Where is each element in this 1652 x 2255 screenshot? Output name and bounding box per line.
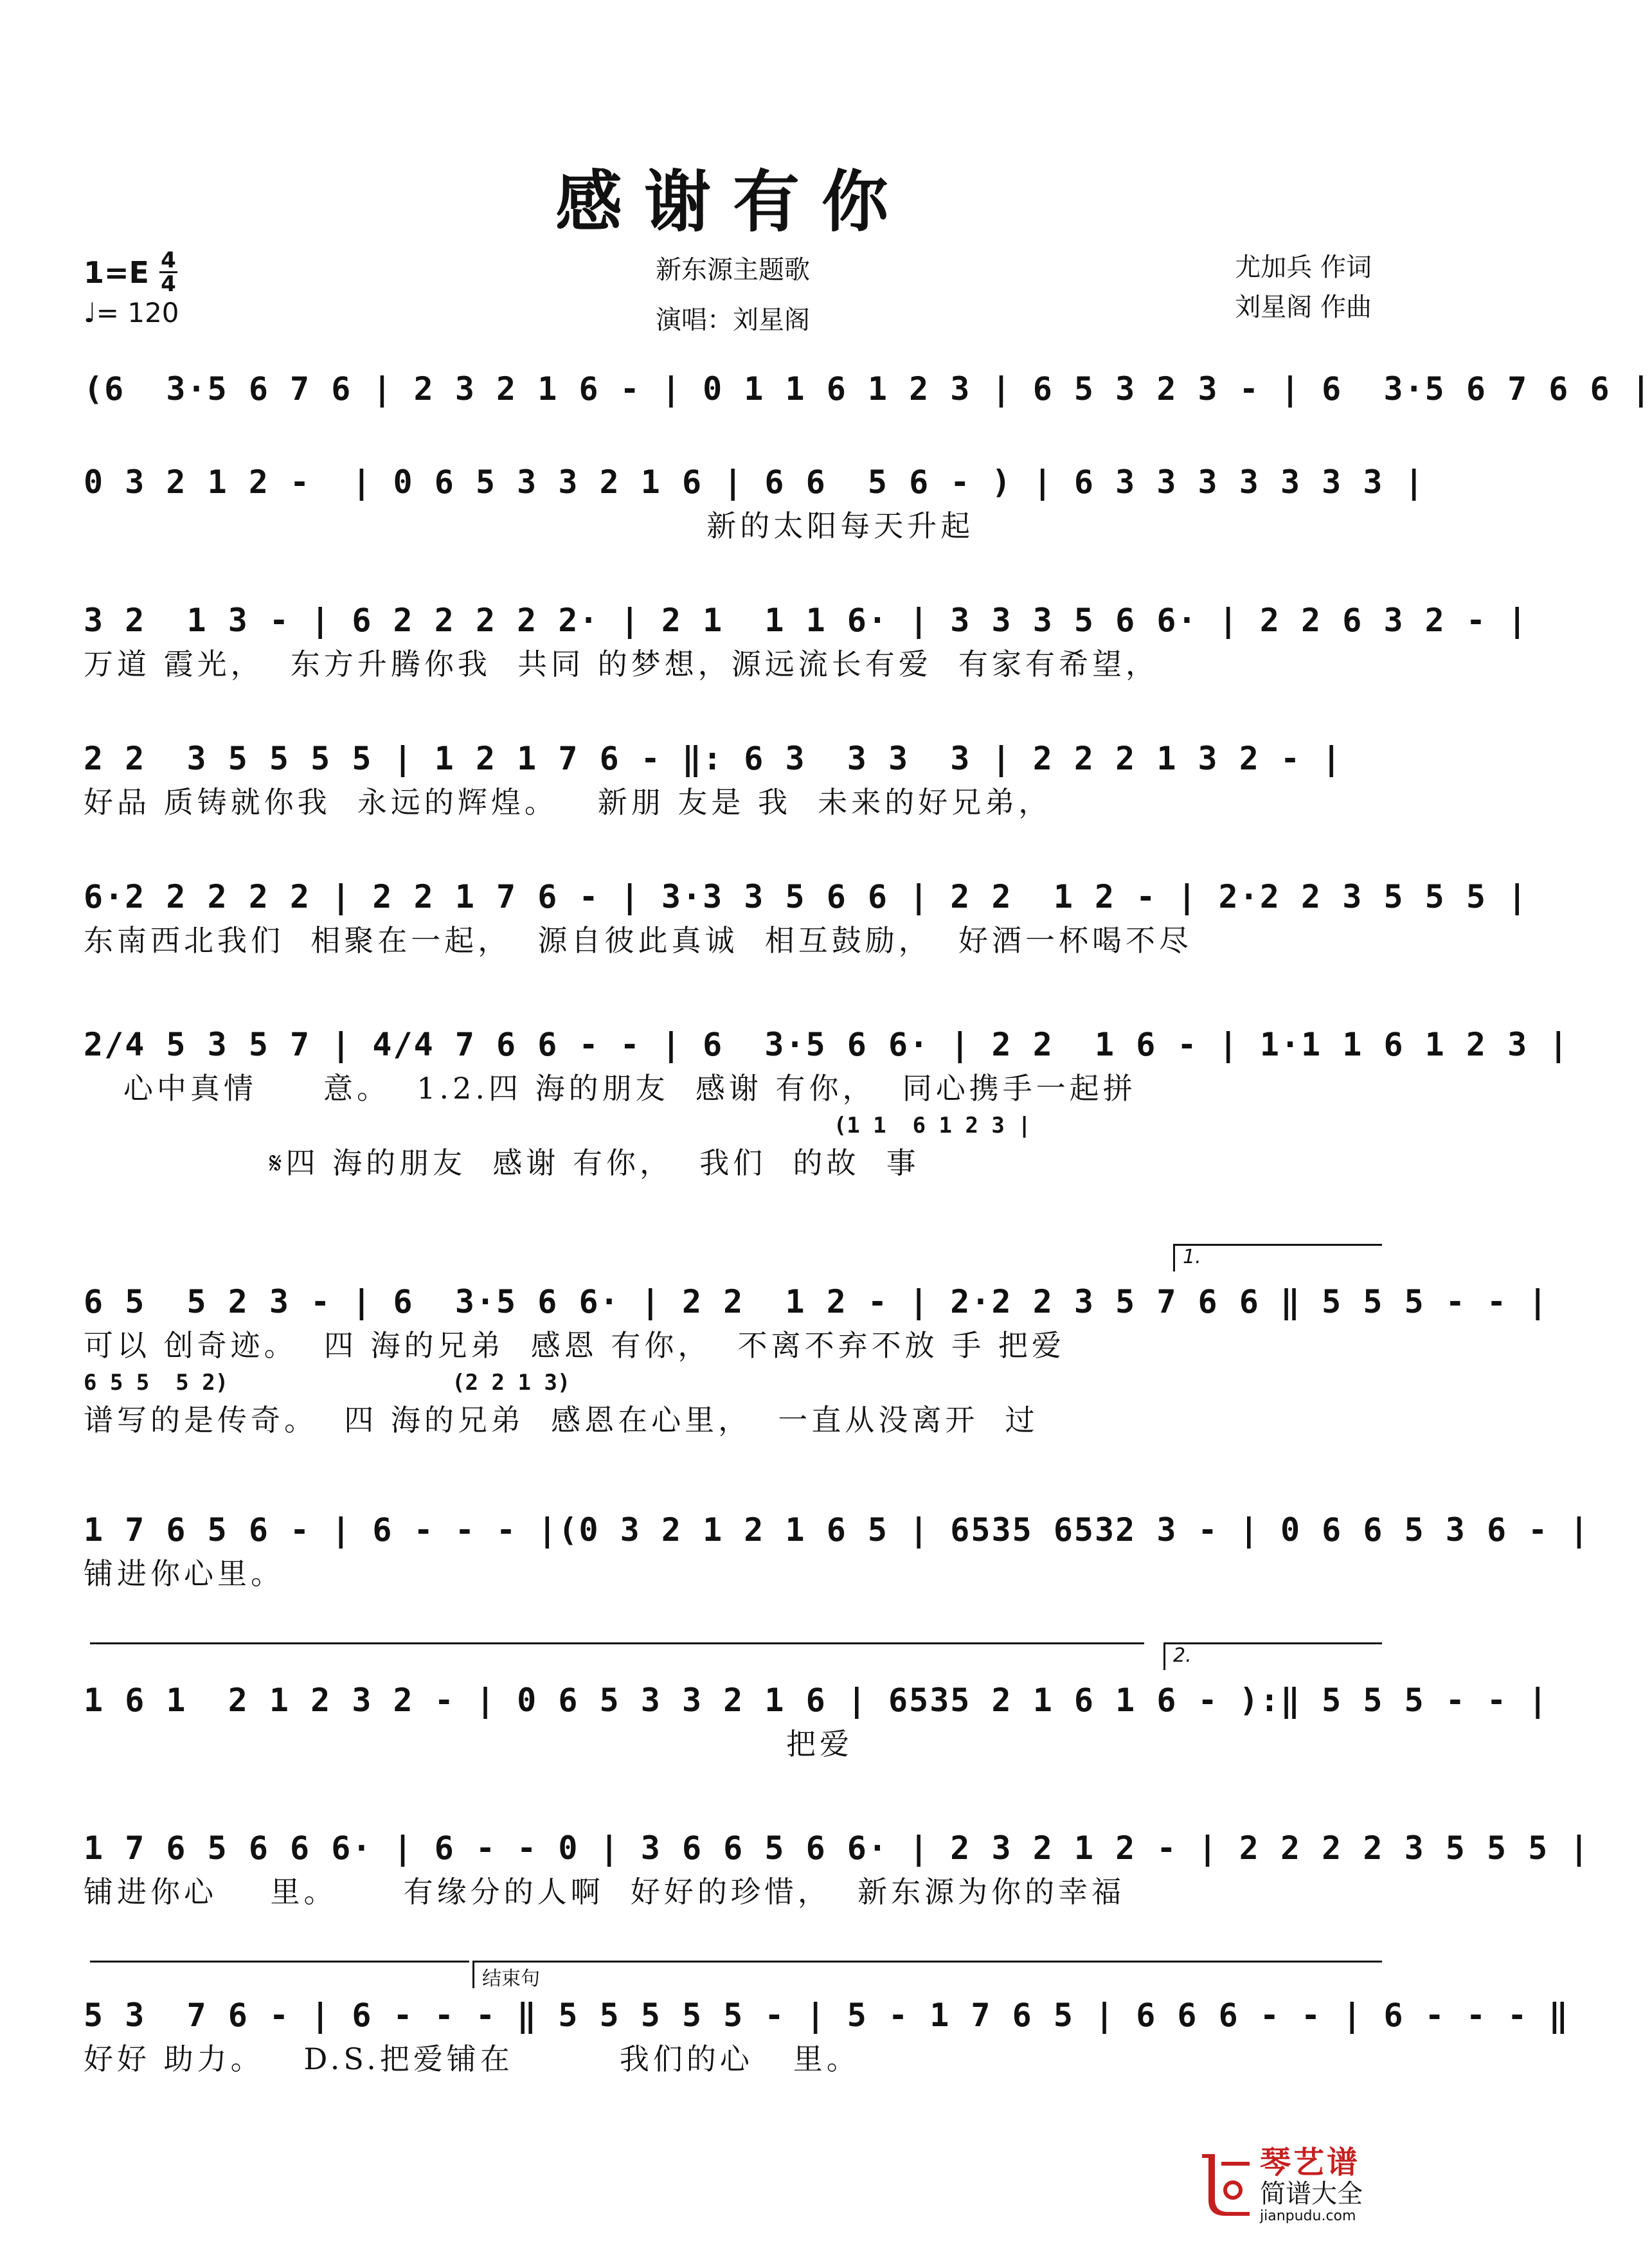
lyric-line: 铺进你心 里。 有缘分的人啊 好好的珍惜， 新东源为你的幸福 xyxy=(84,1874,1126,1909)
notes-line: 1 6 1 2 1 2 3 2 - | 0 6 5 3 3 2 1 6 | 6535 2 1 6 1 6 - ):‖ 5 5 5 - - | xyxy=(84,1682,1549,1719)
lyric-line-alt: 𝄋四 海的朋友 感谢 有你， 我们 的故 事 xyxy=(84,1145,920,1180)
singer-credit: 演唱：刘星阁 xyxy=(656,305,810,335)
system-6 xyxy=(84,1022,1570,1184)
notes-line: (6 3·5 6 7 6 | 2 3 2 1 6 - | 0 1 1 6 1 2 3 | 6 5 3 2 3 - | 6 3·5 6 7 6 6 | xyxy=(84,370,1652,408)
system-10 xyxy=(84,1826,1590,1913)
notes-line: 5 3 7 6 - | 6 - - - ‖ 5 5 5 5 5 - | 5 - 1 7 6 5 | 6 6 6 - - | 6 - - - ‖ xyxy=(84,1997,1570,2034)
lyric-line: 好好 助力。 D.S.把爱铺在 我们的心 里。 xyxy=(84,2042,860,2076)
notes-line: 0 3 2 1 2 - | 0 6 5 3 3 2 1 6 | 6 6 5 6 - ) | 6 3 3 3 3 3 3 3 | xyxy=(84,463,1425,501)
lyric-line: 心中真情 意。 1.2.四 海的朋友 感谢 有你， 同心携手一起拼 xyxy=(84,1071,1136,1106)
system-4 xyxy=(84,736,1382,823)
tempo-marking: ♩= 120 xyxy=(84,297,179,328)
key-label: 1=E xyxy=(84,255,149,290)
system-11 xyxy=(84,1993,1570,2080)
coda-bracket-left xyxy=(90,1961,469,1963)
logo-subtitle: 简谱大全 xyxy=(1260,2179,1363,2209)
notes-line: 1 7 6 5 6 - | 6 - - - |(0 3 2 1 2 1 6 5 | 6535 6532 3 - | 0 6 6 5 3 6 - | xyxy=(84,1511,1590,1549)
notes-line: 6 5 5 2 3 - | 6 3·5 6 6· | 2 2 1 2 - | 2·2 2 3 5 7 6 6 ‖ 5 5 5 - - | xyxy=(84,1283,1549,1320)
coda-label: 结束句 xyxy=(472,1961,1382,1988)
volta-2: 2. xyxy=(1163,1642,1382,1670)
lyric-line: 新的太阳每天升起 xyxy=(84,508,974,543)
credits xyxy=(1235,247,1372,327)
score-title: 感谢有你 xyxy=(555,162,910,241)
lyric-line: 好品 质铸就你我 永远的辉煌。 新朋 友是 我 未来的好兄弟， xyxy=(84,785,1052,820)
system-5 xyxy=(84,874,1529,962)
system-9 xyxy=(84,1678,1549,1765)
system-2 xyxy=(84,460,1425,547)
alt-notes-line: 6 5 5 5 2) (2 2 1 3) xyxy=(84,1370,571,1396)
system-8 xyxy=(84,1507,1590,1595)
logo-url: jianpudu.com xyxy=(1260,2207,1356,2224)
composer-credit: 刘星阁 作曲 xyxy=(1235,292,1372,322)
lyric-line-alt: 谱写的是传奇。 四 海的兄弟 感恩在心里， 一直从没离开 过 xyxy=(84,1403,1039,1437)
lyric-line: 东南西北我们 相聚在一起， 源自彼此真诚 相互鼓励， 好酒一杯喝不尽 xyxy=(84,923,1192,958)
time-signature xyxy=(159,249,177,295)
time-top: 4 xyxy=(161,247,176,273)
logo-brand: 琴艺谱 xyxy=(1260,2144,1361,2180)
system-3 xyxy=(84,598,1529,685)
lyricist-credit: 尤加兵 作词 xyxy=(1235,253,1372,282)
lyric-line: 铺进你心里。 xyxy=(84,1556,284,1591)
notes-line: 2 2 3 5 5 5 5 | 1 2 1 7 6 - ‖: 6 3 3 3 3 | 2 2 2 1 3 2 - | xyxy=(84,740,1343,777)
score-subtitle: 新东源主题歌 xyxy=(656,255,810,285)
key-signature xyxy=(84,249,177,295)
notes-line: 2/4 5 3 5 7 | 4/4 7 6 6 - - | 6 3·5 6 6· | 2 2 1 6 - | 1·1 1 6 1 2 3 | xyxy=(84,1026,1570,1063)
system-1 xyxy=(84,366,1652,411)
site-logo xyxy=(1196,2146,1427,2223)
alt-notes-line: (1 1 6 1 2 3 | xyxy=(84,1113,1031,1138)
lyric-line: 可以 创奇迹。 四 海的兄弟 感恩 有你， 不离不弃不放 手 把爱 xyxy=(84,1328,1065,1363)
system-7 xyxy=(84,1279,1549,1441)
lyric-line: 万道 霞光， 东方升腾你我 共同 的梦想，源远流长有爱 有家有希望， xyxy=(84,647,1159,681)
volta-1: 1. xyxy=(1173,1244,1382,1271)
repeat-bracket-line xyxy=(90,1642,1144,1644)
lyric-line: 把爱 xyxy=(84,1727,853,1761)
music-note-logo-icon xyxy=(1196,2149,1255,2220)
notes-line: 1 7 6 5 6 6 6· | 6 - - 0 | 3 6 6 5 6 6· | 2 3 2 1 2 - | 2 2 2 2 3 5 5 5 | xyxy=(84,1829,1590,1867)
time-bottom: 4 xyxy=(161,271,176,297)
notes-line: 6·2 2 2 2 2 | 2 2 1 7 6 - | 3·3 3 5 6 6 | 2 2 1 2 - | 2·2 2 3 5 5 5 | xyxy=(84,878,1529,915)
notes-line: 3 2 1 3 - | 6 2 2 2 2 2· | 2 1 1 1 6· | 3 3 3 5 6 6· | 2 2 6 3 2 - | xyxy=(84,602,1529,639)
